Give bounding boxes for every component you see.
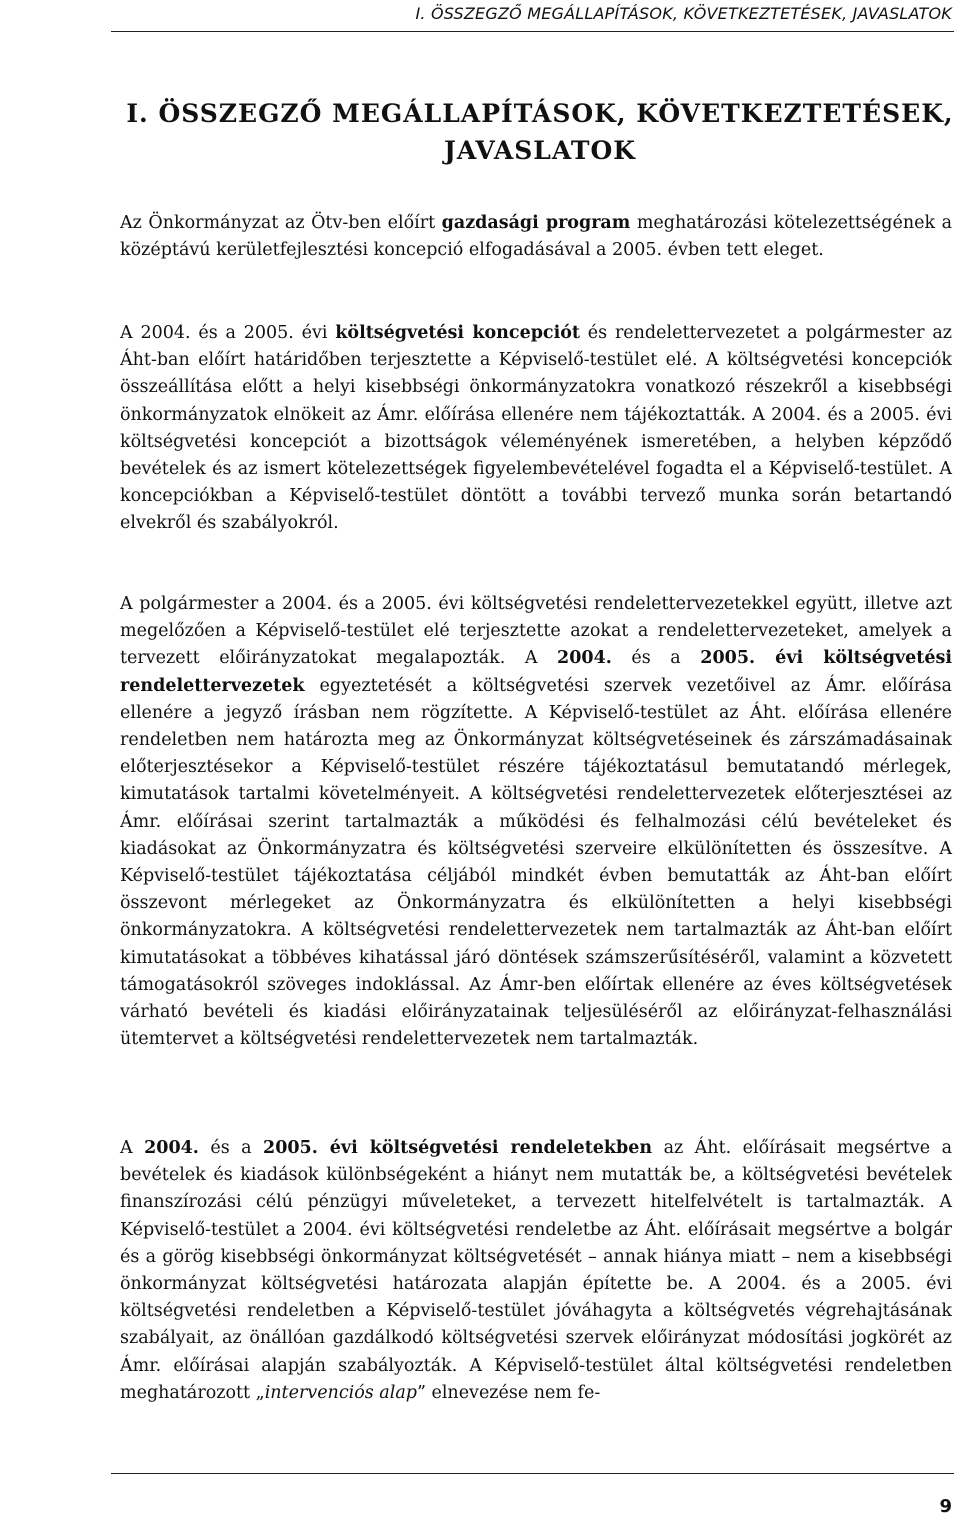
- bold-text: költségvetési koncepciót: [335, 323, 580, 343]
- chapter-title: [120, 95, 960, 169]
- paragraph-budget-draft: [120, 591, 952, 1053]
- text-run: és a: [611, 648, 701, 669]
- text-run: és a: [198, 1138, 264, 1158]
- paragraph-budget-concept: [120, 320, 952, 538]
- text-run: A: [120, 1138, 145, 1158]
- text-run: meghatározási kötelezettségének a középtávú kerületfejlesztési koncepció elfogadásával a 2005. évben tett eleget.: [120, 213, 953, 261]
- bold-text: gazdasági program: [441, 213, 631, 233]
- chapter-title-line2: JAVASLATOK: [443, 136, 637, 165]
- text-run: és rendelettervezetet a polgármester az Áht-ban előírt határidőben terjesztette a Képviselő-testület elé. A költségvetési koncepciók összeállítása előtt a helyi kisebbségi önkormányzatokra vonatkozó részekről a kisebbségi önkormányzatok elnökeit az Ámr. előírása ellenére nem tájékoztatták. A 2004. és a 2005. évi költségvetési koncepciót a bizottságok véleményének ismeretében, a helyben képződő bevételek és az ismert kötelezettségek figyelembevételével fogadta el a Képviselő-testület. A koncepciókban a Képviselő-testület döntött a további tervező munka során betartandó elvekről és szabályokról.: [120, 323, 952, 534]
- footer-rule: [111, 1473, 954, 1474]
- text-run: A 2004. és a 2005. évi: [120, 323, 336, 343]
- header-rule: [111, 31, 954, 32]
- bold-text: 2005. évi költségvetési rendelettervezetek: [120, 648, 952, 696]
- text-run: az Áht. előírásait megsértve a bevételek és kiadások különbségeként a hiányt nem mutatták be, a költségvetési bevételek finanszírozási célú pénzügyi műveleteket, a tervezett hitelfelvételt is tartalmazták. A Képviselő-testület a 2004. évi költségvetési rendeletbe az Áht. előírásait megsértve a bolgár és a görög kisebbségi önkormányzat költségvetését – annak hiánya miatt – nem a kisebbségi önkormányzat költségvetési határozata alapján építette be. A 2004. és a 2005. évi költségvetési rendeletben a Képviselő-testület jóváhagyta a költségvetés végrehajtásának szabályait, az önállóan gazdálkodó költségvetési szervek előirányzat módosítási jogkörét az Ámr. előírásai alapján szabályozták. A Képviselő-testület által költségvetési rendeletben meghatározott „: [120, 1138, 952, 1403]
- bold-text: 2004.: [144, 1138, 199, 1158]
- paragraph-budget-decrees: [120, 1135, 952, 1407]
- italic-text: intervenciós alap: [264, 1382, 417, 1403]
- text-run: egyeztetését a költségvetési szervek vezetőivel az Ámr. előírása ellenére a jegyző írásban nem rögzítette. A Képviselő-testület az Áht. előírása ellenére rendeletben nem határozta meg az Önkormányzat költségvetéseinek és zárszámadásainak előterjesztésekor a Képviselő-testület részére tájékoztatásul bemutatandó mérlegek, kimutatások tartalmi követelményeit. A költségvetési rendelettervezetek előterjesztései az Ámr. előírásai szerint tartalmazták a működési és felhalmozási célú bevételeket és kiadásokat az Önkormányzatra és költségvetési szerveire elkülönítetten és összesítve. A Képviselő-testület tájékoztatása céljából mindkét évben bemutatták az Áht-ban előírt összevont mérlegeket az Önkormányzatra és elkülönítetten a helyi kisebbségi önkormányzatokra. A költségvetési rendelettervezetek nem tartalmazták az Áht-ban előírt kimutatásokat a többéves kihatással járó döntések számszerűsítéséről, valamint a közvetett támogatásokról szöveges indoklással. Az Ámr-ben előírtak ellenére az éves költségvetések várható bevételi és kiadási előirányzatainak teljesüléséről az előirányzat-felhasználási ütemtervet a költségvetési rendelettervezetek nem tartalmazták.: [120, 675, 952, 1050]
- chapter-title-line1: I. ÖSSZEGZŐ MEGÁLLAPÍTÁSOK, KÖVETKEZTETÉSEK,: [126, 99, 954, 128]
- text-run: ” elnevezése nem fe-: [416, 1382, 601, 1403]
- bold-text: 2004.: [557, 648, 612, 669]
- paragraph-economic-program: [120, 210, 952, 264]
- text-run: Az Önkormányzat az Ötv-ben előírt: [120, 213, 442, 233]
- running-header: I. ÖSSZEGZŐ MEGÁLLAPÍTÁSOK, KÖVETKEZTETÉSEK, JAVASLATOK: [415, 4, 952, 23]
- page-number: 9: [939, 1496, 952, 1517]
- text-run: A polgármester a 2004. és a 2005. évi költségvetési rendelettervezetekkel együtt, illetve azt megelőzően a Képviselő-testület elé terjesztette azokat a rendelettervezeteket, amelyek a tervezett előirányzatokat megalapozták. A: [120, 594, 952, 669]
- bold-text: 2005. évi költségvetési rendeletekben: [263, 1138, 653, 1158]
